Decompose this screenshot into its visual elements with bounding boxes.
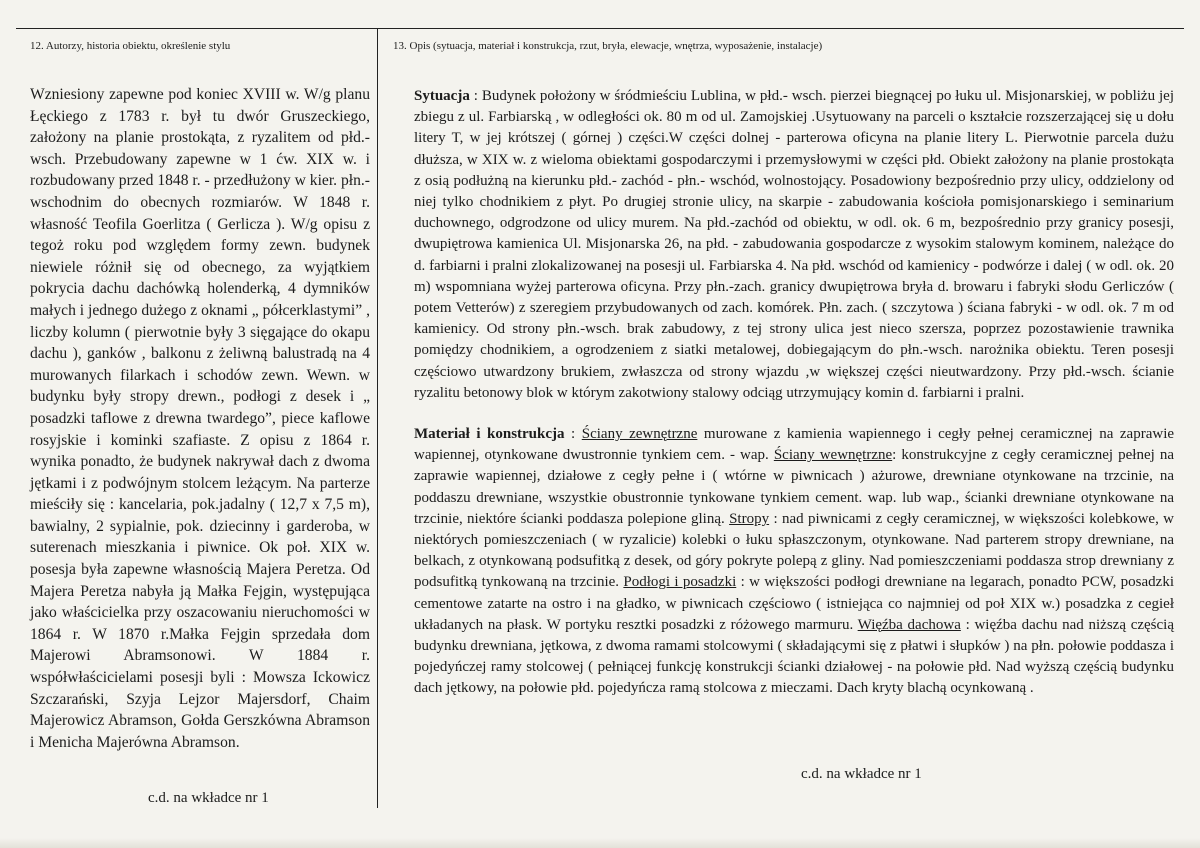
material-text-6: : więźba dachu nad niższą częścią budynku drewniana, jętkowa, z dwoma ramami stolcowymi ( składającymi się z płatwi i słupków ) na płn. połowie poddasza i pojedyńczej ramy stolcowej ( pełniącej funkcję konstrukcji ścianki działowej - na połowie płd. Nad wyższą częścią budynku dach jętkowy, na połowie płd. pojedyńcza ramą stolcowa z mieczami. Dach kryty blachą ocynkowaną . [414,616,1174,697]
continued-note-left: c.d. na wkładce nr 1 [148,790,269,806]
material-text-2: murowane z kamienia wapiennego i cegły pełnej ceramicznej na zaprawie wapiennej, otynkowane dwustronnie tynkiem cem. - wap. [414,426,1175,464]
material-label: Materiał i konstrukcja [414,426,565,443]
section-12-header: 12. Autorzy, historia obiektu, określenie stylu [30,40,231,52]
situation-text: : Budynek położony w śródmieściu Lublina, w płd.- wsch. pierzei biegnącej po łuku ul. Misjonarskiej, w pobliżu jej zbiegu z ul. Farbiarską , w odległości ok. 80 m od ul. Zamojskiej .Usytuowany na parceli o kształcie rozszerzającej się u dołu litery T, w jej krótszej ( górnej ) części.W części dolnej - parterowa oficyna na planie litery L. Pierwotnie parcela dużu dłuższa, w XIX w. z wieloma obiektami gospodarczymi i przemysłowymi w części płd. Obiekt założony na planie prostokąta z osią podłużną na kierunku płd.- zachód - płn.- wschód, wolnostojący. Posadowiony bezpośrednio przy ulicy, oddzielony od niej tylko chodnikiem z płyt. Po drugiej stronie ulicy, na skarpie - zabudowania kościoła pomisjonarskiego i seminarium duchownego, odgrodzone od ulicy murem. Na płd.-zachód od obiektu, w odl. ok. 6 m, bezpośrednio przy granicy posesji, dwupiętrowa kamienica Ul. Misjonarska 26, na płd. - zabudowania gospodarcze z wysokim stalowym kominem, należące do d. farbiarni i pralni zlokalizowanej na posesji ul. Farbiarska 4. Na płd. wschód od kamienicy - podwórze i dalej ( w odl. ok. 20 m) wspomniana wyżej parterowa oficyna. Przy płn.-zach. granicy dwupiętrowa bryła d. browaru i fabryki słodu Gerliczów ( potem Vetterów) z szeregiem przybudowanych od zach. komórek. Płn. zach. ( szczytowa ) ściana fabryki - w odl. ok. 7 m od kamienicy. Od strony płn.-wsch. brak zabudowy, z tej strony ulica jest nieco szersza, poprzez pozostawienie trawnika pomiędzy chodnikiem, a ogrodzeniem z siatki metalowej, dobiegającym do płn.-wsch. narożnika obiektu. Teren posesji częściowo utwardzony brukiem, zwłaszcza od strony wjazdu ,w większej części nieutwardzony. Przy płd.-wsch. ścianie ryzalitu betonowy blok w którym zakotwiony stalowy odciąg utrzymujący komin d. farbiarni i pralni. [414,88,1174,401]
column-divider [377,28,378,808]
inner-walls-label: Ściany wewnętrzne [773,447,893,464]
material-text-5: : w większości podłogi drewniane na legarach, ponadto PCW, posadzki cementowe zatarte na ostro i na gładko, w piwnicach częściowo ( istniejąca co najmniej od poł XIX w.) posadzka z cegieł układanych na płask. W portyku resztki posadzki z różowego marmuru. [414,574,1175,633]
continued-note-right: c.d. na wkładce nr 1 [801,766,922,782]
outer-walls-label: Ściany zewnętrzne [581,426,698,443]
scan-edge [0,838,1200,848]
ceilings-label: Stropy [729,510,770,527]
material-text-4: : nad piwnicami z cegły ceramicznej, w większości kolebkowe, w niektórych pomieszczeniach ( w ryzalicie) kolebki o łuku spłaszczonym, otynkowane. Nad parterem stropy drewniane, na belkach, z otynkowaną podsufitką z desek, od góry pokryte polepą z gliny. Nad pomieszczeniami poddasza strop drewniany z podsufitką tynkowaną na trzcinie. [414,510,1175,591]
situation-paragraph [414,86,1174,404]
description-column [414,86,1174,700]
material-text-1: : [564,426,582,443]
situation-label: Sytuacja [414,88,470,104]
material-paragraph [414,424,1174,700]
history-text: Wzniesiony zapewne pod koniec XVIII w. W/g planu Łęckiego z 1783 r. był tu dwór Gruszeckiego, założony na planie prostokąta, z ryzalitem od płd.-wsch. Przebudowany zapewne w 1 ćw. XIX w. i rozbudowany przed 1848 r. - przedłużony w kier. płn.-wschodnim do obecnych rozmiarów. W 1848 r. własność Teofila Goerlitza ( Gerlicza ). W/g opisu z tegoż roku pod względem formy zewn. budynek niewiele różnił się od obecnego, za wyjątkiem pokrycia dachu dachówką holenderką, 4 dymników małych i jednego dużego z oknami „ półcerklastymi” , liczby kolumn ( pierwotnie były 3 sięgające do okapu dachu ), ganków , balkonu z żeliwną balustradą na 4 murowanych filarkach i schodów zewn. Wewn. w budynku były stropy drewn., podłogi z desek i „ posadzki taflowe z drewna twardego”, piece kaflowe rosyjskie i kominki szafiaste. Z opisu z 1864 r. wynika ponadto, że budynek nakrywał dach z dwoma jętkami i z podwójnym stolcem leżącym. Na parterze mieściły się : kancelaria, pok.jadalny ( 12,7 x 7,5 m), bawialny, 2 sypialnie, pok. dziecinny i garderoba, w suterenach mieszkania i piwnice. Ok poł. XIX w. posesja była zapewne własnością Majera Peretza. Od Majera Peretza nabyła ją Małka Fejgin, występująca jako właścicielka przy oszacowaniu nieruchomości w 1864 r. W 1870 r.Małka Fejgin sprzedała dom Majerowi Abramsonowi. W 1884 r. współwłaścicielami posesji byli : Mowsza Ickowicz Szczarański, Szyja Lejzor Majersdorf, Chaim Majerowicz Abramson, Gołda Gerszkówna Abramson i Menicha Majerówna Abramson. [30,86,370,751]
roof-truss-label: Więźba dachowa [857,616,961,633]
material-text-3: : konstrukcyjne z cegły ceramicznej pełnej na zaprawie wapiennej, działowe z cegły pełne i ( wtórne w piwnicach ) ażurowe, drewniane otynkowane na trzcinie, na poddaszu drewniane, wszystkie obustronnie tynkowane tynkiem cement. wap. lub wap., ścianki drewniane otynkowane na trzcinie, niektóre ścianki poddasza polepione gliną. [414,447,1174,527]
section-13-header: 13. Opis (sytuacja, materiał i konstrukcja, rzut, bryła, elewacje, wnętrza, wyposażenie, instalacje) [393,40,823,52]
floors-label: Podłogi i posadzki [623,574,737,591]
top-rule [16,28,1184,29]
